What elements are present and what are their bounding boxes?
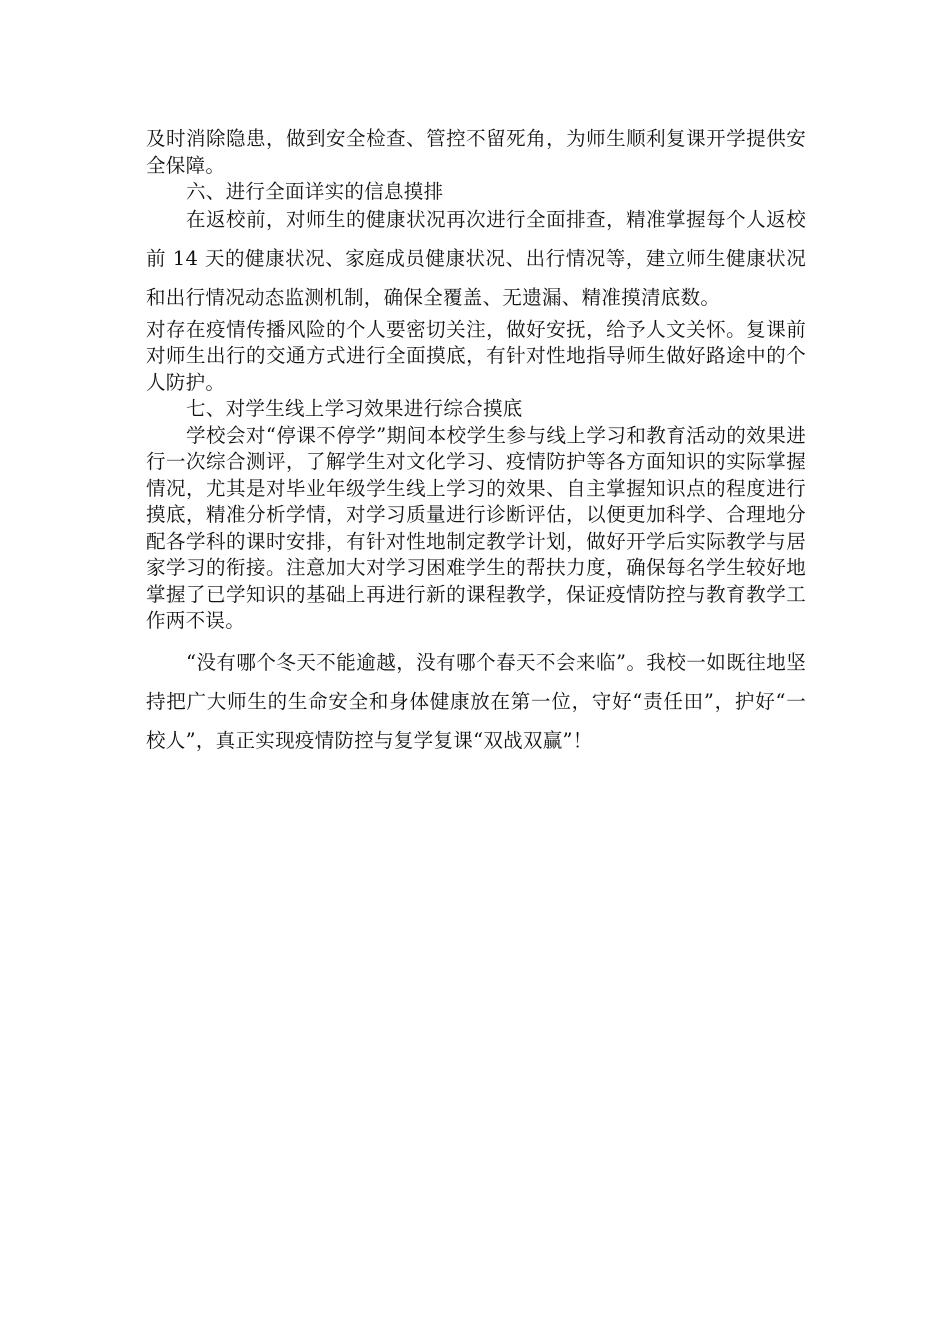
section-heading-6: 六、进行全面详实的信息摸排 [186, 180, 444, 203]
paragraph-7-assessment: 学校会对“停课不停学”期间本校学生参与线上学习和教育活动的效果进行一次综合测评，了解学生对文化学习、疫情防护等各方面知识的实际掌握情况，尤其是对毕业年级学生线上学习的效果、自主掌握知识点的程度进行摸底，精准分析学情，对学习质量进行诊断评估，以便更加科学、合理地分配各学科的课时安排，有针对性地制定教学计划，做好开学后实际教学与居家学习的衔接。注意加大对学习困难学生的帮扶力度，确保每名学生较好地掌握了已学知识的基础上再进行新的课程教学，保证疫情防控与教育教学工作两不误。 [146, 423, 806, 632]
paragraph-closing: “没有哪个冬天不能逾越，没有哪个春天不会来临”。我校一如既往地坚持把广大师生的生命安全和身体健康放在第一位，守好“责任田”，护好“一校人”，真正实现疫情防控与复学复课“双战双赢”！ [146, 650, 806, 752]
paragraph-6-care: 对存在疫情传播风险的个人要密切关注，做好安抚，给予人文关怀。复课前对师生出行的交通方式进行全面摸底，有针对性地指导师生做好路途中的个人防护。 [146, 317, 806, 394]
document-body [146, 126, 806, 760]
section-heading-7: 七、对学生线上学习效果进行综合摸底 [186, 397, 523, 420]
paragraph-continuation: 及时消除隐患，做到安全检查、管控不留死角，为师生顺利复课开学提供安全保障。 [146, 127, 806, 177]
paragraph-6-health-check: 在返校前，对师生的健康状况再次进行全面排查，精准掌握每个人返校前 14 天的健康状况、家庭成员健康状况、出行情况等，建立师生健康状况和出行情况动态监测机制，确保全覆盖、无遗漏、精准摸清底数。 [146, 207, 806, 309]
